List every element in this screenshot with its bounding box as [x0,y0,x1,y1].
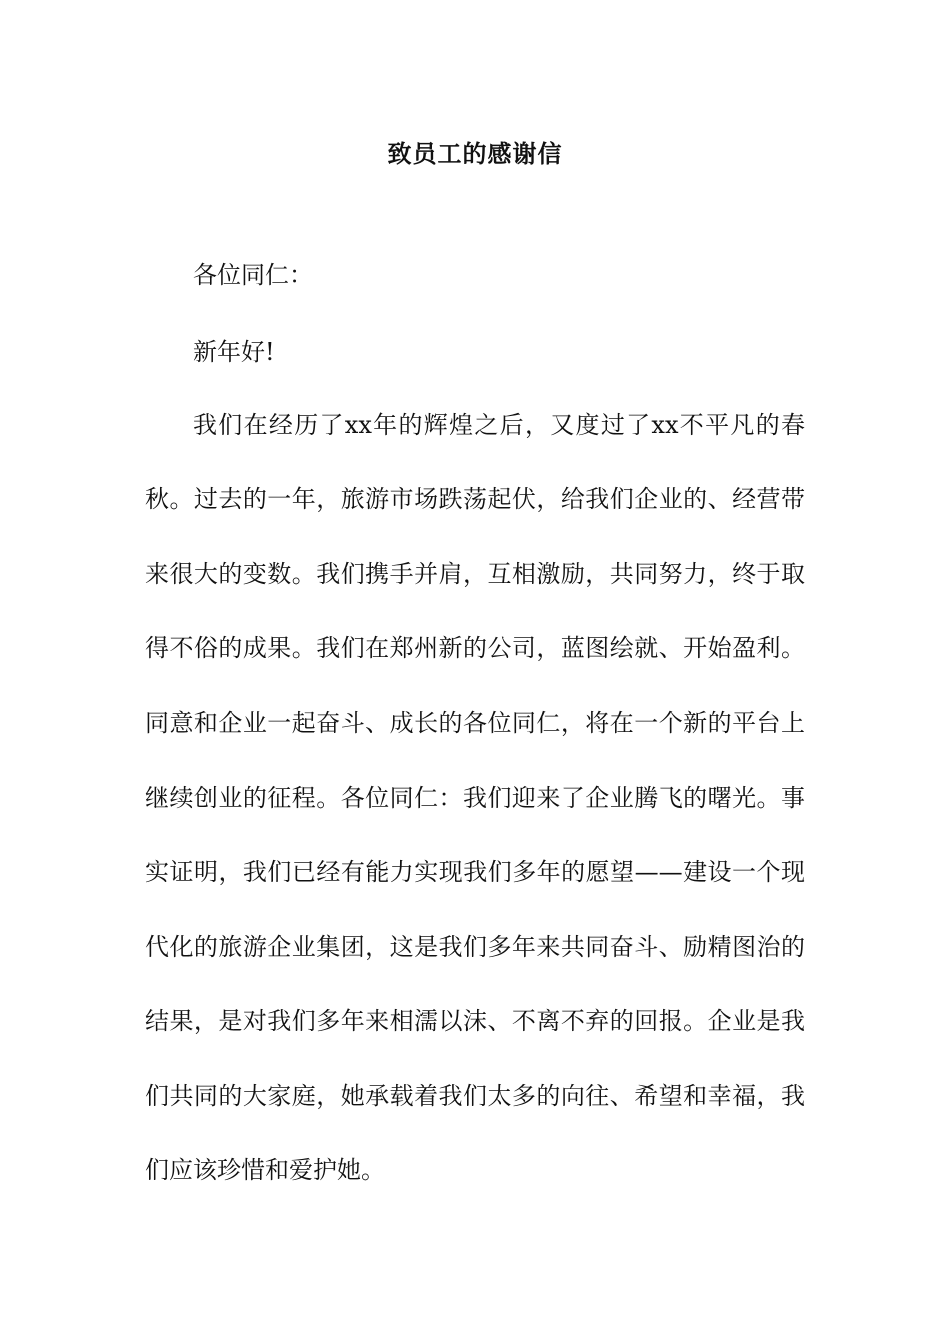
body-line: 结果，是对我们多年来相濡以沫、不离不弃的回报。企业是我 [145,1007,805,1035]
body-line: 我们在经历了xx年的辉煌之后，又度过了xx不平凡的春 [193,411,805,439]
body-line: 来很大的变数。我们携手并肩，互相激励，共同努力，终于取 [145,560,805,588]
body-line: 得不俗的成果。我们在郑州新的公司，蓝图绘就、开始盈利。 [145,634,805,662]
salutation: 各位同仁： [193,261,313,289]
body-line: 们共同的大家庭，她承载着我们太多的向往、希望和幸福，我 [145,1082,805,1110]
body-line: 实证明，我们已经有能力实现我们多年的愿望——建设一个现 [145,858,805,886]
document-title: 致员工的感谢信 [387,140,563,168]
body-line: 继续创业的征程。各位同仁：我们迎来了企业腾飞的曙光。事 [145,784,805,812]
greeting: 新年好! [193,338,275,366]
body-line: 同意和企业一起奋斗、成长的各位同仁，将在一个新的平台上 [145,709,805,737]
body-line: 秋。过去的一年，旅游市场跌荡起伏，给我们企业的、经营带 [145,485,805,513]
body-line: 代化的旅游企业集团，这是我们多年来共同奋斗、励精图治的 [145,933,805,961]
body-line: 们应该珍惜和爱护她。 [145,1156,385,1184]
